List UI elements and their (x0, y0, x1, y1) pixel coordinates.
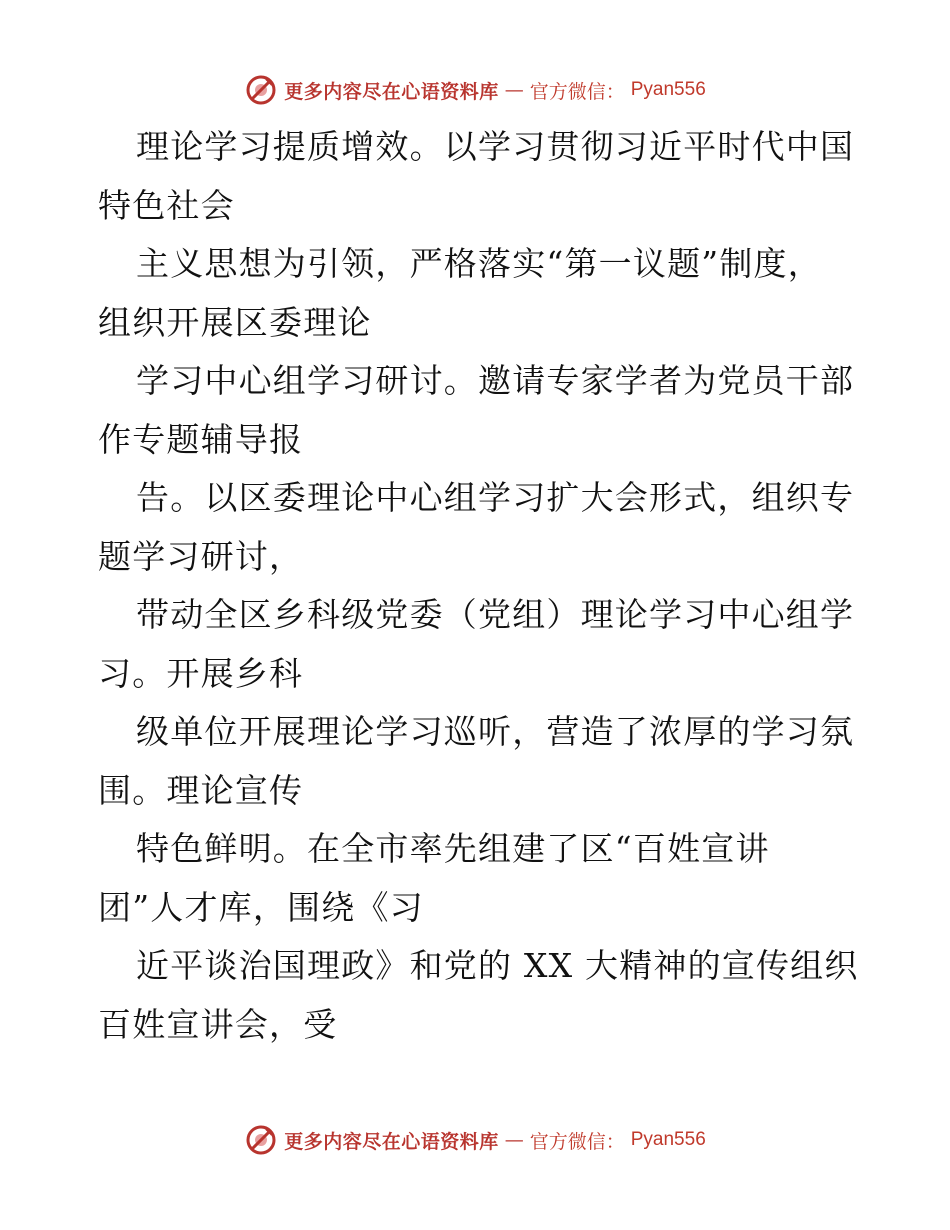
footer-contact-label: 官方微信： (529, 1130, 625, 1153)
body-line: 学习中心组学习研讨。邀请专家学者为党员干部 (136, 361, 855, 400)
body-line: 团”人才库，围绕《习 (98, 887, 424, 927)
header-dash: — (504, 79, 524, 101)
body-line: 习。开展乡科 (98, 653, 304, 693)
document-body (98, 118, 858, 1054)
body-line: 近平谈治国理政》和党的 XX 大精神的宣传组织 (136, 946, 859, 985)
body-line: 题学习研讨， (98, 536, 304, 576)
header-brand-text: 更多内容尽在心语资料库 (284, 80, 499, 103)
body-line: 特色社会 (98, 185, 235, 225)
header-banner (0, 70, 950, 110)
body-line: 组织开展区委理论 (98, 302, 372, 342)
body-line: 级单位开展理论学习巡听，营造了浓厚的学习氛 (136, 712, 855, 751)
brand-logo-icon (244, 73, 278, 107)
footer-dash: — (504, 1129, 524, 1151)
body-line: 带动全区乡科级党委（党组）理论学习中心组学 (136, 595, 855, 634)
header-wechat-id: Pyan556 (630, 79, 706, 100)
footer-banner (0, 1120, 950, 1160)
brand-logo-icon (244, 1123, 278, 1157)
body-line: 百姓宣讲会，受 (98, 1004, 338, 1044)
body-line: 告。以区委理论中心组学习扩大会形式，组织专 (136, 478, 855, 517)
footer-brand-text: 更多内容尽在心语资料库 (284, 1130, 499, 1153)
header-contact-label: 官方微信： (529, 80, 625, 103)
body-line: 特色鲜明。在全市率先组建了区“百姓宣讲 (136, 829, 770, 868)
body-line: 理论学习提质增效。以学习贯彻习近平时代中国 (136, 127, 855, 166)
body-line: 围。理论宣传 (98, 770, 304, 810)
body-line: 作专题辅导报 (98, 419, 304, 459)
body-line: 主义思想为引领，严格落实“第一议题”制度， (136, 244, 822, 283)
footer-wechat-id: Pyan556 (630, 1129, 706, 1150)
